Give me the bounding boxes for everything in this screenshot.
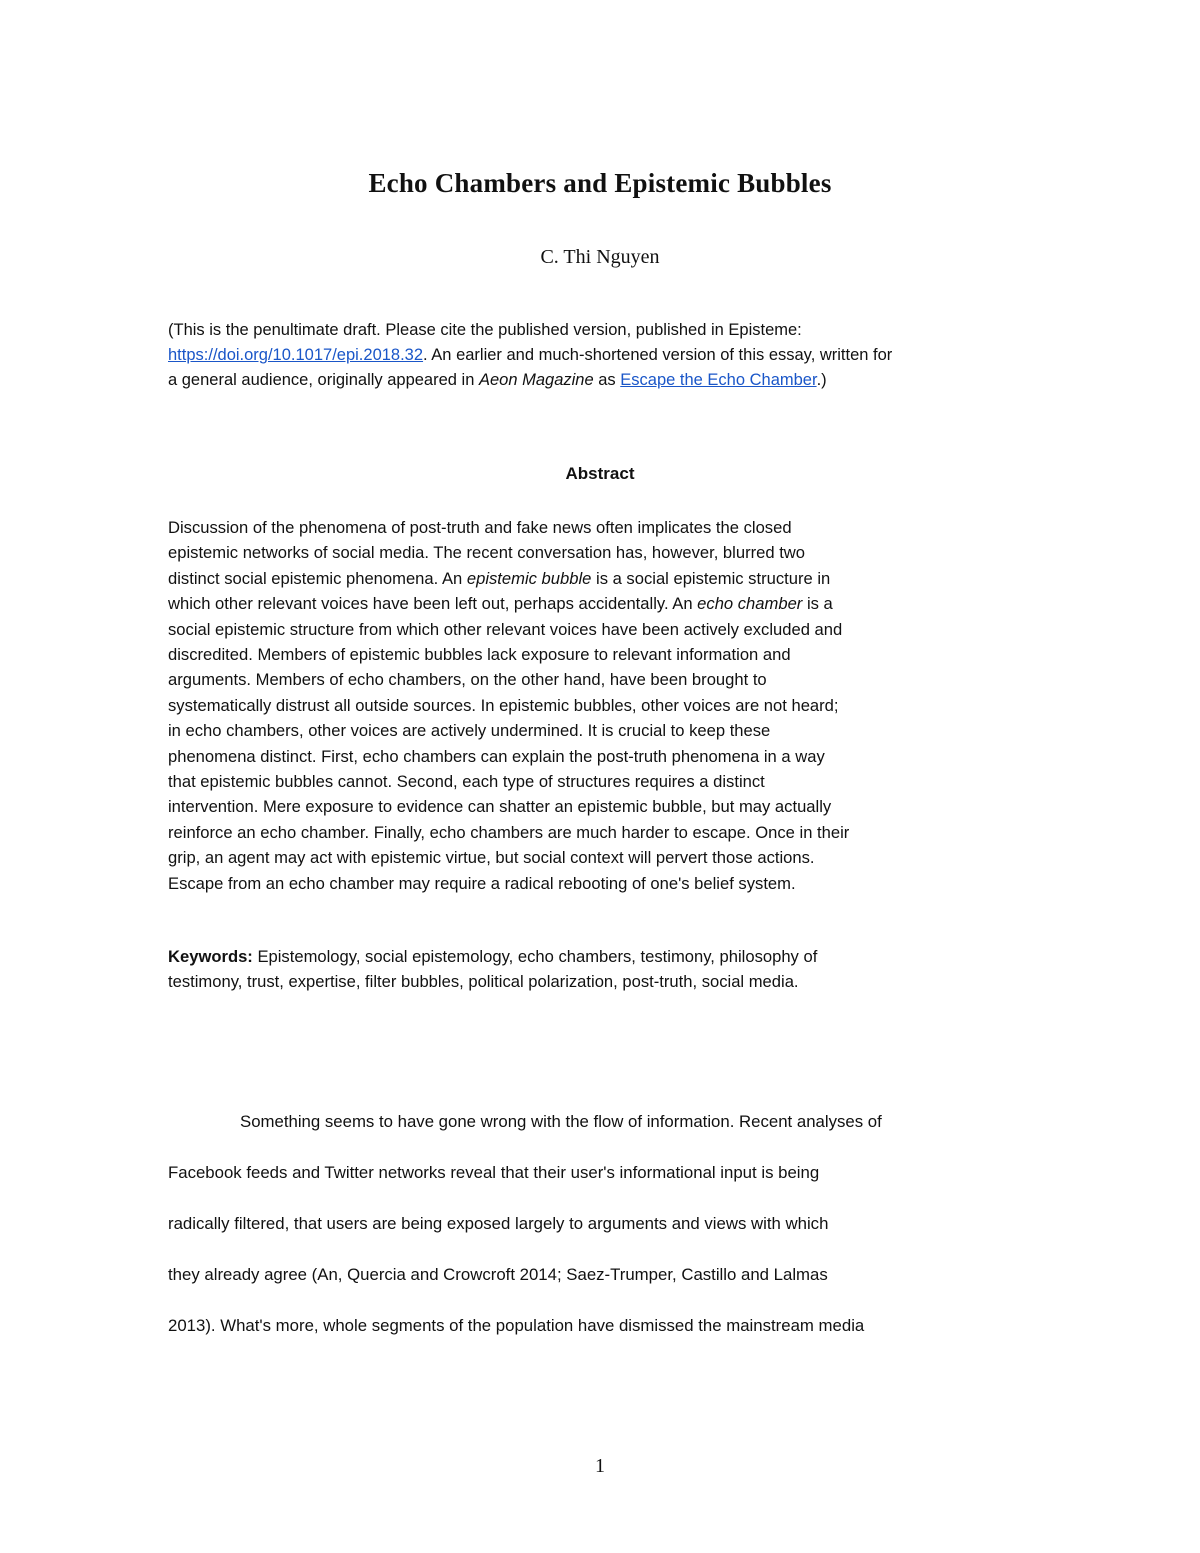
note-line-2: . An earlier and much-shortened version of this essay, written for: [423, 346, 893, 364]
abstract-line-part: which other relevant voices have been left out, perhaps accidentally. An: [168, 594, 698, 614]
body-line: they already agree (An, Quercia and Crowcroft 2014; Saez-Trumper, Castillo and Lalmas: [168, 1265, 828, 1284]
abstract-line-part: distinct social epistemic phenomena. An: [168, 568, 467, 588]
abstract-line-part: is a social epistemic structure in: [591, 568, 831, 588]
abstract-line: [168, 566, 1048, 591]
body-line: radically filtered, that users are being exposed largely to arguments and views with which: [168, 1214, 829, 1233]
abstract-line: Escape from an echo chamber may require a radical rebooting of one's belief system.: [168, 873, 796, 893]
abstract-line-part: is a: [802, 594, 833, 614]
body-line: Something seems to have gone wrong with the flow of information. Recent analyses of: [240, 1112, 882, 1131]
epistemic-bubble-term: epistemic bubble: [466, 568, 592, 588]
paper-title: Echo Chambers and Epistemic Bubbles: [368, 168, 832, 198]
page-number: 1: [595, 1455, 605, 1477]
abstract-line: reinforce an echo chamber. Finally, echo chambers are much harder to escape. Once in their: [168, 822, 850, 842]
body-line: Facebook feeds and Twitter networks reveal that their user's informational input is being: [168, 1163, 820, 1182]
note-line-3-end: .): [816, 371, 827, 389]
publication-note: [168, 318, 1048, 393]
abstract-heading: Abstract: [565, 464, 635, 483]
note-line-1: (This is the penultimate draft. Please cite the published version, published in Episteme:: [168, 321, 802, 339]
abstract-line: intervention. Mere exposure to evidence can shatter an epistemic bubble, but may actually: [168, 797, 832, 817]
note-line-3-start: a general audience, originally appeared in: [168, 371, 479, 389]
note-line-3-mid: as: [593, 371, 621, 389]
echo-chamber-term: echo chamber: [697, 594, 803, 614]
keywords-section: [168, 944, 1048, 994]
abstract-line: that epistemic bubbles cannot. Second, each type of structures requires a distinct: [168, 772, 765, 792]
body-text: [168, 1096, 1048, 1351]
abstract-line: social epistemic structure from which other relevant voices have been actively excluded and: [168, 619, 843, 639]
abstract-line: phenomena distinct. First, echo chambers can explain the post-truth phenomena in a way: [168, 746, 825, 766]
essay-link[interactable]: Escape the Echo Chamber: [620, 371, 817, 389]
abstract-line: grip, an agent may act with epistemic virtue, but social context will pervert those actions.: [168, 848, 815, 868]
abstract-line: systematically distrust all outside sources. In epistemic bubbles, other voices are not heard;: [168, 695, 839, 715]
abstract-text: [168, 515, 1048, 896]
abstract-line: in echo chambers, other voices are actively undermined. It is crucial to keep these: [168, 721, 771, 741]
abstract-line: epistemic networks of social media. The recent conversation has, however, blurred two: [168, 543, 806, 563]
doi-link[interactable]: https://doi.org/10.1017/epi.2018.32: [168, 346, 424, 364]
abstract-line: arguments. Members of echo chambers, on the other hand, have been brought to: [168, 670, 767, 690]
body-line: 2013). What's more, whole segments of the population have dismissed the mainstream media: [168, 1316, 865, 1335]
keywords-line: [168, 944, 1048, 969]
abstract-line: Discussion of the phenomena of post-truth and fake news often implicates the closed: [168, 518, 792, 537]
keywords-line: testimony, trust, expertise, filter bubbles, political polarization, post-truth, social media.: [168, 972, 799, 991]
abstract-line: discredited. Members of epistemic bubbles lack exposure to relevant information and: [168, 645, 791, 665]
author-name: C. Thi Nguyen: [540, 246, 660, 268]
magazine-name: Aeon Magazine: [478, 371, 594, 389]
abstract-line: [168, 591, 1048, 616]
keywords-label: Keywords:: [168, 947, 253, 966]
keywords-list: Epistemology, social epistemology, echo chambers, testimony, philosophy of: [252, 947, 818, 966]
